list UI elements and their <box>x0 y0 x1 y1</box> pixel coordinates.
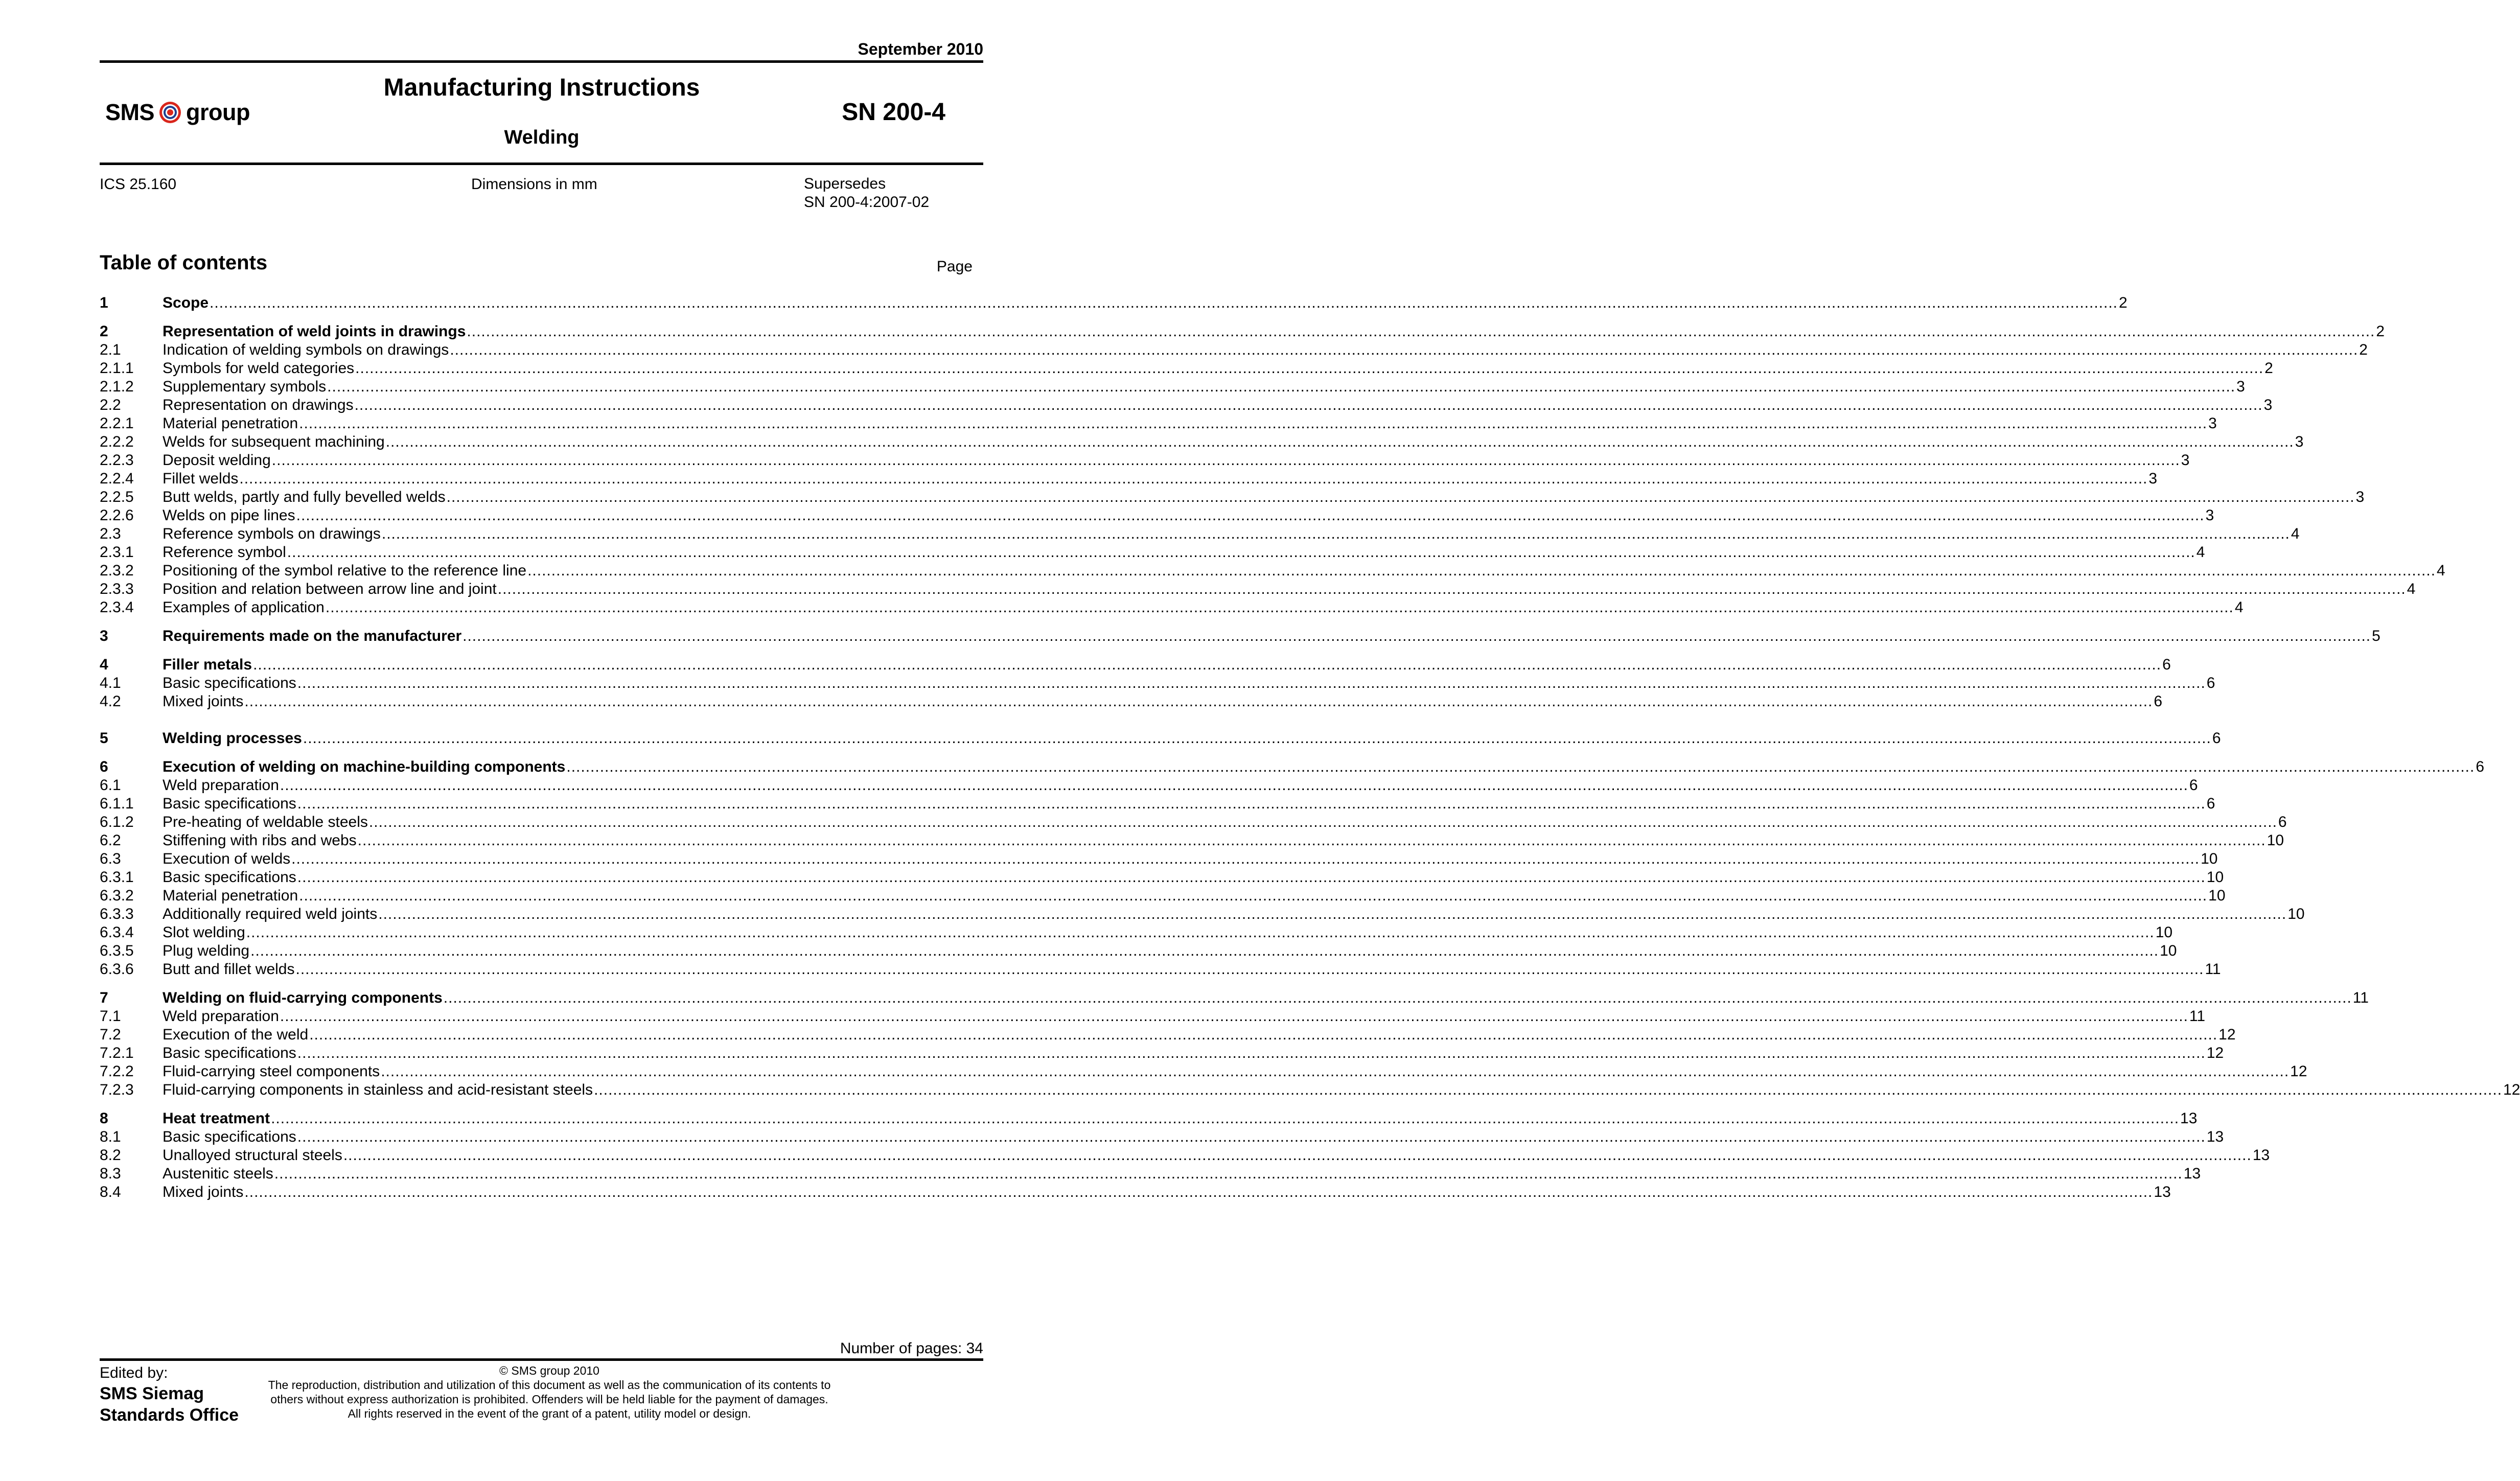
toc-entry[interactable] <box>100 322 2385 341</box>
toc-entry-page: 3 <box>2181 452 2190 469</box>
toc-entry-number: 6.3.6 <box>100 961 134 978</box>
toc-entry-title: Basic specifications <box>163 675 296 691</box>
toc-entry[interactable] <box>100 562 2445 580</box>
copyright-line: © SMS group 2010 <box>499 1364 599 1377</box>
toc-entry[interactable] <box>100 470 2158 488</box>
toc-entry-page: 11 <box>2205 961 2221 978</box>
toc-entry-title: Welds on pipe lines <box>163 507 295 524</box>
toc-leader-dots: ................................................................................................................................................................................................................................................................................................................................................................................................................ <box>244 693 2153 710</box>
toc-leader-dots: ................................................................................................................................................................................................................................................................................................................................................................................................................ <box>210 294 2118 311</box>
supersedes-label: Supersedes <box>804 175 886 192</box>
toc-entry-title: Plug welding <box>163 942 250 959</box>
toc-entry-number: 7 <box>100 989 108 1006</box>
toc-leader-dots: ................................................................................................................................................................................................................................................................................................................................................................................................................ <box>287 544 2195 561</box>
toc-entry-number: 6.3.1 <box>100 869 134 886</box>
toc-entry-title: Fluid-carrying components in stainless and acid-resistant steels <box>163 1081 593 1098</box>
toc-entry[interactable] <box>100 543 2205 562</box>
toc-entry-title: Additionally required weld joints <box>163 906 378 922</box>
toc-leader-dots: ................................................................................................................................................................................................................................................................................................................................................................................................................ <box>325 599 2234 616</box>
toc-entry[interactable] <box>100 294 2128 312</box>
toc-entry-page: 4 <box>2196 544 2205 561</box>
toc-entry[interactable] <box>100 580 2416 598</box>
toc-entry[interactable] <box>100 1044 2224 1062</box>
edited-by-label: Edited by: <box>100 1364 168 1381</box>
toc-leader-dots: ................................................................................................................................................................................................................................................................................................................................................................................................................ <box>467 323 2375 340</box>
toc-entry-page: 6 <box>2206 795 2215 812</box>
toc-leader-dots: ................................................................................................................................................................................................................................................................................................................................................................................................................ <box>297 1045 2206 1061</box>
toc-entry-title: Heat treatment <box>163 1110 270 1127</box>
toc-entry-number: 5 <box>100 730 108 747</box>
toc-entry[interactable] <box>100 887 2226 905</box>
toc-leader-dots: ................................................................................................................................................................................................................................................................................................................................................................................................................ <box>594 1081 2503 1098</box>
edited-by-block <box>100 1363 239 1426</box>
editor-org-line2: Standards Office <box>100 1405 239 1425</box>
toc-leader-dots: ................................................................................................................................................................................................................................................................................................................................................................................................................ <box>357 832 2266 849</box>
toc-entry-number: 4.2 <box>100 693 121 710</box>
toc-entry[interactable] <box>100 396 2273 414</box>
toc-entry[interactable] <box>100 1165 2201 1183</box>
toc-entry-page: 10 <box>2267 832 2284 849</box>
toc-entry-number: 2 <box>100 323 108 340</box>
toc-entry[interactable] <box>100 831 2284 850</box>
toc-entry-title: Butt welds, partly and fully bevelled welds <box>163 489 446 505</box>
toc-entry-page: 12 <box>2290 1063 2307 1080</box>
toc-entry-page: 10 <box>2155 924 2173 941</box>
toc-entry[interactable] <box>100 1062 2307 1081</box>
toc-entry-page: 2 <box>2359 341 2368 358</box>
toc-entry-page: 4 <box>2291 525 2300 542</box>
toc-entry-number: 2.2.5 <box>100 489 134 505</box>
toc-entry-page: 2 <box>2376 323 2385 340</box>
toc-entry-number: 2.3 <box>100 525 121 542</box>
toc-entry-number: 6.3.2 <box>100 887 134 904</box>
toc-leader-dots: ................................................................................................................................................................................................................................................................................................................................................................................................................ <box>253 656 2162 673</box>
toc-entry-number: 2.3.2 <box>100 562 134 579</box>
toc-entry-page: 3 <box>2295 433 2304 450</box>
toc-entry-page: 12 <box>2218 1026 2236 1043</box>
toc-entry-number: 2.3.3 <box>100 581 134 597</box>
toc-entry-title: Mixed joints <box>163 693 244 710</box>
toc-entry[interactable] <box>100 341 2368 359</box>
toc-entry-page: 10 <box>2160 942 2177 959</box>
supersedes-block <box>804 175 929 212</box>
toc-entry-page: 2 <box>2264 360 2273 377</box>
toc-entry[interactable] <box>100 729 2221 748</box>
toc-leader-dots: ................................................................................................................................................................................................................................................................................................................................................................................................................ <box>297 795 2206 812</box>
toc-entry[interactable] <box>100 488 2365 506</box>
toc-leader-dots: ................................................................................................................................................................................................................................................................................................................................................................................................................ <box>527 562 2436 579</box>
toc-entry-page: 6 <box>2212 730 2221 747</box>
toc-entry[interactable] <box>100 868 2224 887</box>
toc-leader-dots: ................................................................................................................................................................................................................................................................................................................................................................................................................ <box>566 758 2475 775</box>
header-bottom-rule <box>100 163 983 165</box>
notice-line-3: All rights reserved in the event of the grant of a patent, utility model or design. <box>348 1407 751 1420</box>
toc-entry-page: 10 <box>2201 850 2218 867</box>
toc-leader-dots: ................................................................................................................................................................................................................................................................................................................................................................................................................ <box>354 397 2263 413</box>
toc-entry-title: Positioning of the symbol relative to the reference line <box>163 562 527 579</box>
toc-entry[interactable] <box>100 1128 2224 1146</box>
toc-entry[interactable] <box>100 758 2485 776</box>
toc-leader-dots: ................................................................................................................................................................................................................................................................................................................................................................................................................ <box>343 1147 2252 1164</box>
toc-entry-title: Execution of the weld <box>163 1026 309 1043</box>
toc-entry[interactable] <box>100 656 2171 674</box>
toc-entry[interactable] <box>100 776 2198 795</box>
toc-entry-title: Basic specifications <box>163 1045 296 1061</box>
toc-entry-page: 6 <box>2476 758 2485 775</box>
editor-org-line1: SMS Siemag <box>100 1384 204 1403</box>
toc-leader-dots: ................................................................................................................................................................................................................................................................................................................................................................................................................ <box>446 489 2355 505</box>
toc-leader-dots: ................................................................................................................................................................................................................................................................................................................................................................................................................ <box>368 814 2277 830</box>
toc-leader-dots: ................................................................................................................................................................................................................................................................................................................................................................................................................ <box>381 525 2290 542</box>
toc-leader-dots: ................................................................................................................................................................................................................................................................................................................................................................................................................ <box>381 1063 2290 1080</box>
toc-entry-title: Examples of application <box>163 599 325 616</box>
toc-entry-title: Welding processes <box>163 730 302 747</box>
toc-entry[interactable] <box>100 1081 2520 1099</box>
toc-leader-dots: ................................................................................................................................................................................................................................................................................................................................................................................................................ <box>295 961 2204 978</box>
toc-entry-page: 10 <box>2206 869 2224 886</box>
toc-entry-title: Filler metals <box>163 656 252 673</box>
toc-leader-dots: ................................................................................................................................................................................................................................................................................................................................................................................................................ <box>497 581 2406 597</box>
toc-entry[interactable] <box>100 1026 2236 1044</box>
toc-entry-number: 6.1.1 <box>100 795 134 812</box>
toc-entry-number: 6.1.2 <box>100 814 134 830</box>
ics-code: ICS 25.160 <box>100 176 177 193</box>
toc-entry-title: Mixed joints <box>163 1184 244 1200</box>
toc-entry-title: Execution of welds <box>163 850 291 867</box>
toc-entry[interactable] <box>100 674 2215 692</box>
toc-entry[interactable] <box>100 692 2163 711</box>
toc-entry-number: 1 <box>100 294 108 311</box>
toc-entry-title: Execution of welding on machine-building components <box>163 758 566 775</box>
toc-entry-page: 3 <box>2355 489 2365 505</box>
toc-entry[interactable] <box>100 525 2300 543</box>
toc-leader-dots: ................................................................................................................................................................................................................................................................................................................................................................................................................ <box>463 628 2371 644</box>
toc-page-label: Page <box>936 258 973 275</box>
toc-entry-number: 7.2.2 <box>100 1063 134 1080</box>
header-top-rule <box>100 60 983 63</box>
toc-entry-number: 8.2 <box>100 1147 121 1164</box>
toc-entry[interactable] <box>100 378 2245 396</box>
company-logo <box>105 99 250 126</box>
toc-entry-title: Material penetration <box>163 887 298 904</box>
toc-entry-title: Basic specifications <box>163 869 296 886</box>
toc-entry-title: Basic specifications <box>163 795 296 812</box>
toc-entry[interactable] <box>100 451 2190 470</box>
toc-entry-title: Butt and fillet welds <box>163 961 295 978</box>
toc-entry-page: 12 <box>2503 1081 2520 1098</box>
toc-entry-number: 2.2.3 <box>100 452 134 469</box>
toc-entry-number: 8 <box>100 1110 108 1127</box>
toc-entry-page: 13 <box>2180 1110 2198 1127</box>
toc-entry[interactable] <box>100 989 2369 1007</box>
toc-entry-title: Weld preparation <box>163 777 279 794</box>
toc-entry-page: 13 <box>2206 1128 2224 1145</box>
toc-entry-title: Fillet welds <box>163 470 239 487</box>
toc-leader-dots: ................................................................................................................................................................................................................................................................................................................................................................................................................ <box>303 730 2211 747</box>
toc-leader-dots: ................................................................................................................................................................................................................................................................................................................................................................................................................ <box>443 989 2352 1006</box>
toc-entry-title: Representation on drawings <box>163 397 354 413</box>
toc-entry-title: Stiffening with ribs and webs <box>163 832 357 849</box>
toc-entry-number: 8.4 <box>100 1184 121 1200</box>
toc-entry-page: 3 <box>2263 397 2273 413</box>
document-subtitle: Welding <box>504 127 580 148</box>
toc-entry-number: 2.2.6 <box>100 507 134 524</box>
toc-entry-number: 7.2.1 <box>100 1045 134 1061</box>
document-date: September 2010 <box>858 40 983 58</box>
toc-entry-number: 6.3.3 <box>100 906 134 922</box>
toc-entry-number: 6.3 <box>100 850 121 867</box>
toc-entry-number: 2.1.2 <box>100 378 134 395</box>
toc-entry-page: 11 <box>2189 1008 2206 1025</box>
toc-entry-title: Reference symbols on drawings <box>163 525 381 542</box>
toc-entry-title: Slot welding <box>163 924 245 941</box>
toc-entry-page: 13 <box>2252 1147 2270 1164</box>
toc-leader-dots: ................................................................................................................................................................................................................................................................................................................................................................................................................ <box>299 887 2208 904</box>
toc-entry-number: 6.1 <box>100 777 121 794</box>
toc-entry-page: 10 <box>2287 906 2305 922</box>
toc-entry[interactable] <box>100 905 2305 923</box>
toc-entry[interactable] <box>100 1146 2270 1165</box>
toc-entry-title: Representation of weld joints in drawings <box>163 323 466 340</box>
toc-entry-number: 2.2.4 <box>100 470 134 487</box>
toc-entry-page: 6 <box>2154 693 2163 710</box>
toc-entry[interactable] <box>100 795 2215 813</box>
toc-leader-dots: ................................................................................................................................................................................................................................................................................................................................................................................................................ <box>271 452 2180 469</box>
toc-leader-dots: ................................................................................................................................................................................................................................................................................................................................................................................................................ <box>250 942 2159 959</box>
toc-leader-dots: ................................................................................................................................................................................................................................................................................................................................................................................................................ <box>327 378 2236 395</box>
supersedes-value: SN 200-4:2007-02 <box>804 194 930 211</box>
toc-entry-title: Requirements made on the manufacturer <box>163 628 462 644</box>
toc-leader-dots: ................................................................................................................................................................................................................................................................................................................................................................................................................ <box>246 924 2155 941</box>
toc-entry-title: Pre-heating of weldable steels <box>163 814 368 830</box>
toc-entry-number: 7.2 <box>100 1026 121 1043</box>
toc-entry-page: 6 <box>2162 656 2171 673</box>
toc-entry-page: 13 <box>2183 1165 2201 1182</box>
toc-entry-number: 6.3.4 <box>100 924 134 941</box>
toc-entry-page: 12 <box>2206 1045 2224 1061</box>
toc-entry-title: Material penetration <box>163 415 298 432</box>
toc-entry-number: 2.3.1 <box>100 544 134 561</box>
toc-entry-title: Indication of welding symbols on drawings <box>163 341 449 358</box>
toc-entry[interactable] <box>100 627 2380 645</box>
toc-entry-number: 4.1 <box>100 675 121 691</box>
toc-entry-page: 3 <box>2236 378 2245 395</box>
toc-entry-page: 6 <box>2189 777 2198 794</box>
toc-entry-page: 3 <box>2148 470 2158 487</box>
toc-entry-number: 6.2 <box>100 832 121 849</box>
toc-entry-number: 6.3.5 <box>100 942 134 959</box>
toc-entry[interactable] <box>100 1007 2206 1026</box>
toc-entry-number: 2.1.1 <box>100 360 134 377</box>
toc-leader-dots: ................................................................................................................................................................................................................................................................................................................................................................................................................ <box>297 675 2206 691</box>
number-of-pages: Number of pages: 34 <box>840 1340 983 1357</box>
toc-entry-page: 11 <box>2352 989 2369 1006</box>
toc-entry-number: 8.1 <box>100 1128 121 1145</box>
toc-entry-title: Weld preparation <box>163 1008 279 1025</box>
toc-entry[interactable] <box>100 923 2173 942</box>
sms-logo-icon <box>158 101 182 124</box>
toc-entry-number: 3 <box>100 628 108 644</box>
toc-leader-dots: ................................................................................................................................................................................................................................................................................................................................................................................................................ <box>239 470 2148 487</box>
toc-entry-title: Fluid-carrying steel components <box>163 1063 380 1080</box>
toc-leader-dots: ................................................................................................................................................................................................................................................................................................................................................................................................................ <box>271 1110 2180 1127</box>
toc-entry[interactable] <box>100 1109 2198 1128</box>
footer-rule <box>100 1358 983 1361</box>
toc-entry-page: 13 <box>2154 1184 2171 1200</box>
toc-entry-title: Symbols for weld categories <box>163 360 355 377</box>
toc-entry-page: 5 <box>2372 628 2380 644</box>
toc-entry-title: Reference symbol <box>163 544 286 561</box>
toc-entry-number: 2.3.4 <box>100 599 134 616</box>
toc-entry-number: 2.2.2 <box>100 433 134 450</box>
toc-leader-dots: ................................................................................................................................................................................................................................................................................................................................................................................................................ <box>244 1184 2153 1200</box>
document-number: SN 200-4 <box>842 99 945 126</box>
toc-entry-title: Austenitic steels <box>163 1165 273 1182</box>
toc-entry-number: 7.1 <box>100 1008 121 1025</box>
toc-leader-dots: ................................................................................................................................................................................................................................................................................................................................................................................................................ <box>355 360 2264 377</box>
document-title: Manufacturing Instructions <box>383 74 700 101</box>
toc-entry[interactable] <box>100 414 2217 433</box>
toc-entry[interactable] <box>100 960 2221 979</box>
toc-leader-dots: ................................................................................................................................................................................................................................................................................................................................................................................................................ <box>274 1165 2183 1182</box>
toc-entry-number: 4 <box>100 656 108 673</box>
toc-leader-dots: ................................................................................................................................................................................................................................................................................................................................................................................................................ <box>296 507 2205 524</box>
toc-entry-title: Basic specifications <box>163 1128 296 1145</box>
copyright-notice <box>240 1363 859 1421</box>
toc-entry-page: 4 <box>2407 581 2416 597</box>
toc-entry-page: 10 <box>2208 887 2226 904</box>
toc-entry-page: 3 <box>2205 507 2214 524</box>
toc-leader-dots: ................................................................................................................................................................................................................................................................................................................................................................................................................ <box>297 869 2206 886</box>
toc-entry-title: Scope <box>163 294 209 311</box>
toc-entry[interactable] <box>100 942 2177 960</box>
toc-leader-dots: ................................................................................................................................................................................................................................................................................................................................................................................................................ <box>280 777 2188 794</box>
logo-text-right: group <box>186 99 250 125</box>
toc-entry[interactable] <box>100 813 2287 831</box>
toc-leader-dots: ................................................................................................................................................................................................................................................................................................................................................................................................................ <box>309 1026 2218 1043</box>
toc-entry-number: 2.2 <box>100 397 121 413</box>
toc-entry-page: 3 <box>2208 415 2217 432</box>
toc-leader-dots: ................................................................................................................................................................................................................................................................................................................................................................................................................ <box>297 1128 2206 1145</box>
toc-leader-dots: ................................................................................................................................................................................................................................................................................................................................................................................................................ <box>450 341 2359 358</box>
logo-text-left: SMS <box>105 99 155 125</box>
toc-entry-title: Deposit welding <box>163 452 271 469</box>
toc-entry-page: 2 <box>2119 294 2128 311</box>
toc-entry-title: Position and relation between arrow line and joint <box>163 581 497 597</box>
notice-line-1: The reproduction, distribution and utilization of this document as well as the communication of its contents to <box>268 1378 831 1392</box>
toc-leader-dots: ................................................................................................................................................................................................................................................................................................................................................................................................................ <box>378 906 2287 922</box>
toc-leader-dots: ................................................................................................................................................................................................................................................................................................................................................................................................................ <box>280 1008 2188 1025</box>
toc-entry[interactable] <box>100 850 2218 868</box>
toc-heading: Table of contents <box>100 251 268 274</box>
toc-entry-number: 7.2.3 <box>100 1081 134 1098</box>
toc-entry-page: 4 <box>2437 562 2445 579</box>
toc-entry[interactable] <box>100 598 2244 617</box>
toc-entry-number: 2.2.1 <box>100 415 134 432</box>
toc-entry-page: 4 <box>2234 599 2244 616</box>
toc-entry-title: Unalloyed structural steels <box>163 1147 342 1164</box>
dimensions-note: Dimensions in mm <box>471 176 597 193</box>
toc-entry-page: 6 <box>2278 814 2287 830</box>
toc-entry[interactable] <box>100 506 2214 525</box>
toc-entry[interactable] <box>100 433 2304 451</box>
toc-leader-dots: ................................................................................................................................................................................................................................................................................................................................................................................................................ <box>385 433 2294 450</box>
notice-line-2: others without express authorization is prohibited. Offenders will be held liable for the payment of damages. <box>270 1393 828 1406</box>
toc-entry-page: 6 <box>2206 675 2215 691</box>
toc-entry-number: 6 <box>100 758 108 775</box>
toc-entry-number: 8.3 <box>100 1165 121 1182</box>
toc-entry-title: Welding on fluid-carrying components <box>163 989 443 1006</box>
toc-entry-title: Supplementary symbols <box>163 378 327 395</box>
toc-entry[interactable] <box>100 359 2273 378</box>
toc-entry-title: Welds for subsequent machining <box>163 433 385 450</box>
toc-entry[interactable] <box>100 1183 2171 1201</box>
toc-leader-dots: ................................................................................................................................................................................................................................................................................................................................................................................................................ <box>291 850 2200 867</box>
toc-leader-dots: ................................................................................................................................................................................................................................................................................................................................................................................................................ <box>299 415 2208 432</box>
toc-entry-number: 2.1 <box>100 341 121 358</box>
